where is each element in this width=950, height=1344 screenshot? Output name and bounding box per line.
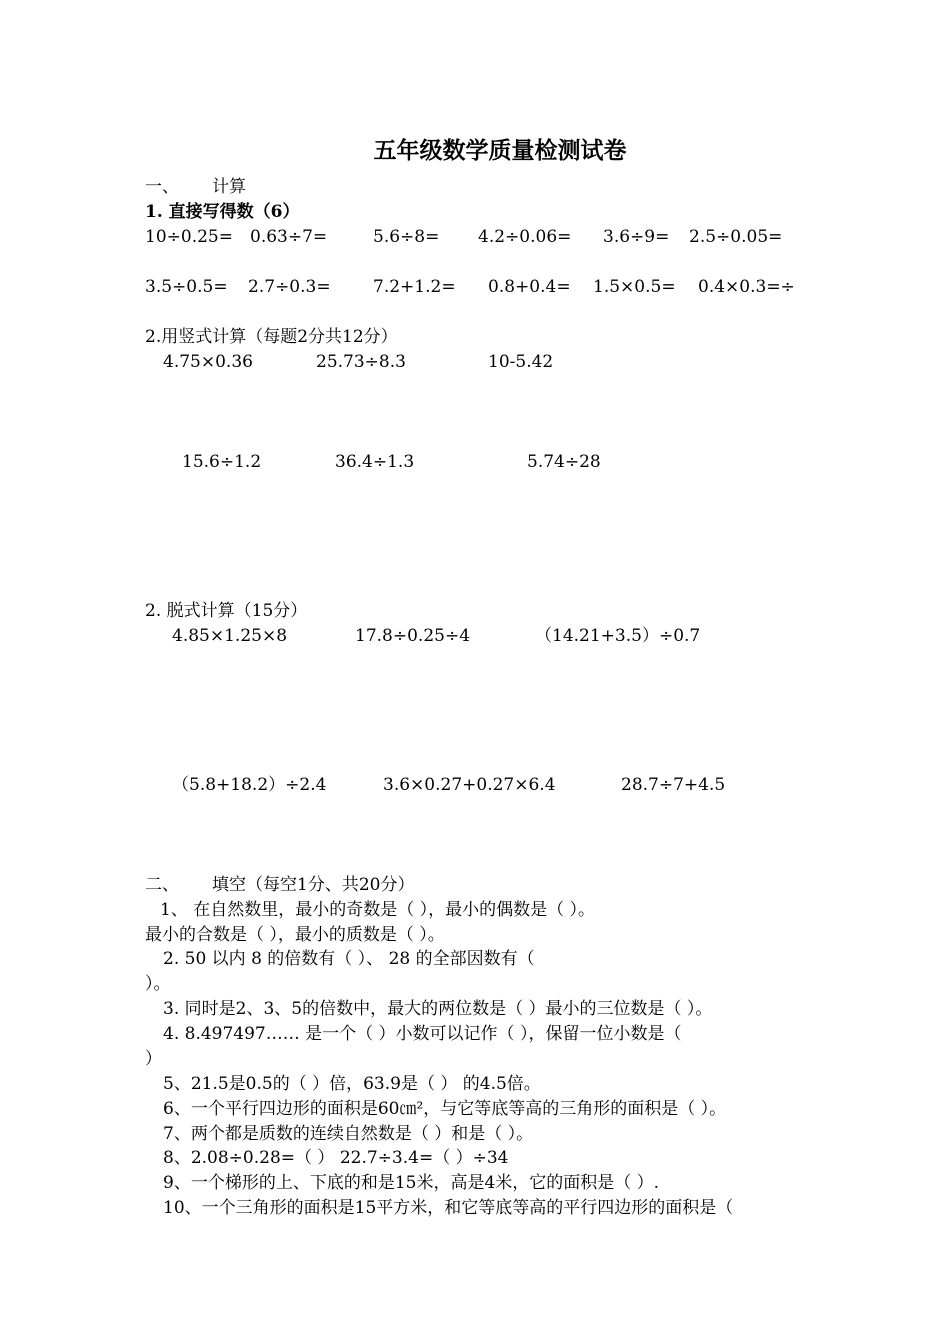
part-1-label: 1. 直接写得数（6） xyxy=(145,202,300,222)
step-calc-item: （14.21+3.5）÷0.7 xyxy=(535,626,701,646)
fill-blank-line: ） xyxy=(145,1049,162,1069)
fill-blank-line: 2. 50 以内 8 的倍数有（ ）、 28 的全部因数有（ xyxy=(163,949,535,969)
step-calc-item: （5.8+18.2）÷2.4 xyxy=(172,775,327,795)
step-calc-item: 17.8÷0.25÷4 xyxy=(355,626,471,646)
fill-blank-line: 6、一个平行四边形的面积是60㎝²，与它等底等高的三角形的面积是（ ）。 xyxy=(163,1099,727,1119)
oral-calc-item: 3.5÷0.5= xyxy=(145,277,228,297)
oral-calc-item: 5.6÷8= xyxy=(373,227,440,247)
oral-calc-item: 10÷0.25= xyxy=(145,227,233,247)
oral-calc-item: 0.8+0.4= xyxy=(488,277,571,297)
vertical-calc-item: 15.6÷1.2 xyxy=(182,452,262,472)
step-calc-item: 3.6×0.27+0.27×6.4 xyxy=(383,775,556,795)
step-calc-item: 28.7÷7+4.5 xyxy=(621,775,726,795)
vertical-calc-item: 25.73÷8.3 xyxy=(316,352,406,372)
oral-calc-item: 4.2÷0.06= xyxy=(478,227,572,247)
vertical-calc-item: 10-5.42 xyxy=(488,352,554,372)
fill-blank-line: ）。 xyxy=(145,974,171,994)
fill-blank-line: 9、一个梯形的上、下底的和是15米，高是4米，它的面积是（ ）. xyxy=(163,1173,660,1193)
oral-calc-item: 1.5×0.5= xyxy=(593,277,676,297)
fill-blank-line: 最小的合数是（ ），最小的质数是（ ）。 xyxy=(145,925,445,945)
fill-blank-line: 4. 8.497497…… 是一个（ ）小数可以记作（ ），保留一位小数是（ xyxy=(163,1024,682,1044)
section-2-number: 二、 xyxy=(145,875,179,895)
section-1-heading: 计算 xyxy=(212,177,246,197)
page-title: 五年级数学质量检测试卷 xyxy=(373,137,627,164)
oral-calc-item: 0.4×0.3=÷ xyxy=(698,277,795,297)
fill-blank-line: 1、 在自然数里，最小的奇数是（ ），最小的偶数是（ ）。 xyxy=(160,900,596,920)
fill-blank-line: 5、21.5是0.5的（ ）倍，63.9是（ ） 的4.5倍。 xyxy=(163,1074,541,1094)
fill-blank-line: 7、两个都是质数的连续自然数是（ ）和是（ ）。 xyxy=(163,1124,534,1144)
oral-calc-item: 7.2+1.2= xyxy=(373,277,456,297)
vertical-calc-item: 5.74÷28 xyxy=(527,452,601,472)
fill-blank-line: 8、2.08÷0.28=（ ） 22.7÷3.4=（ ）÷34 xyxy=(163,1148,509,1168)
part-2-label: 2.用竖式计算（每题2分共12分） xyxy=(145,327,398,347)
oral-calc-item: 0.63÷7= xyxy=(250,227,328,247)
part-3-label: 2. 脱式计算（15分） xyxy=(145,601,308,621)
fill-blank-line: 3. 同时是2、3、5的倍数中，最大的两位数是（ ）最小的三位数是（ ）。 xyxy=(163,999,713,1019)
oral-calc-item: 3.6÷9= xyxy=(603,227,670,247)
oral-calc-item: 2.5÷0.05= xyxy=(689,227,783,247)
fill-blank-line: 10、一个三角形的面积是15平方米，和它等底等高的平行四边形的面积是（ xyxy=(163,1198,734,1218)
step-calc-item: 4.85×1.25×8 xyxy=(172,626,288,646)
vertical-calc-item: 4.75×0.36 xyxy=(163,352,253,372)
vertical-calc-item: 36.4÷1.3 xyxy=(335,452,415,472)
oral-calc-item: 2.7÷0.3= xyxy=(248,277,331,297)
section-2-heading: 填空（每空1分、共20分） xyxy=(212,875,415,895)
section-1-number: 一、 xyxy=(145,177,179,197)
